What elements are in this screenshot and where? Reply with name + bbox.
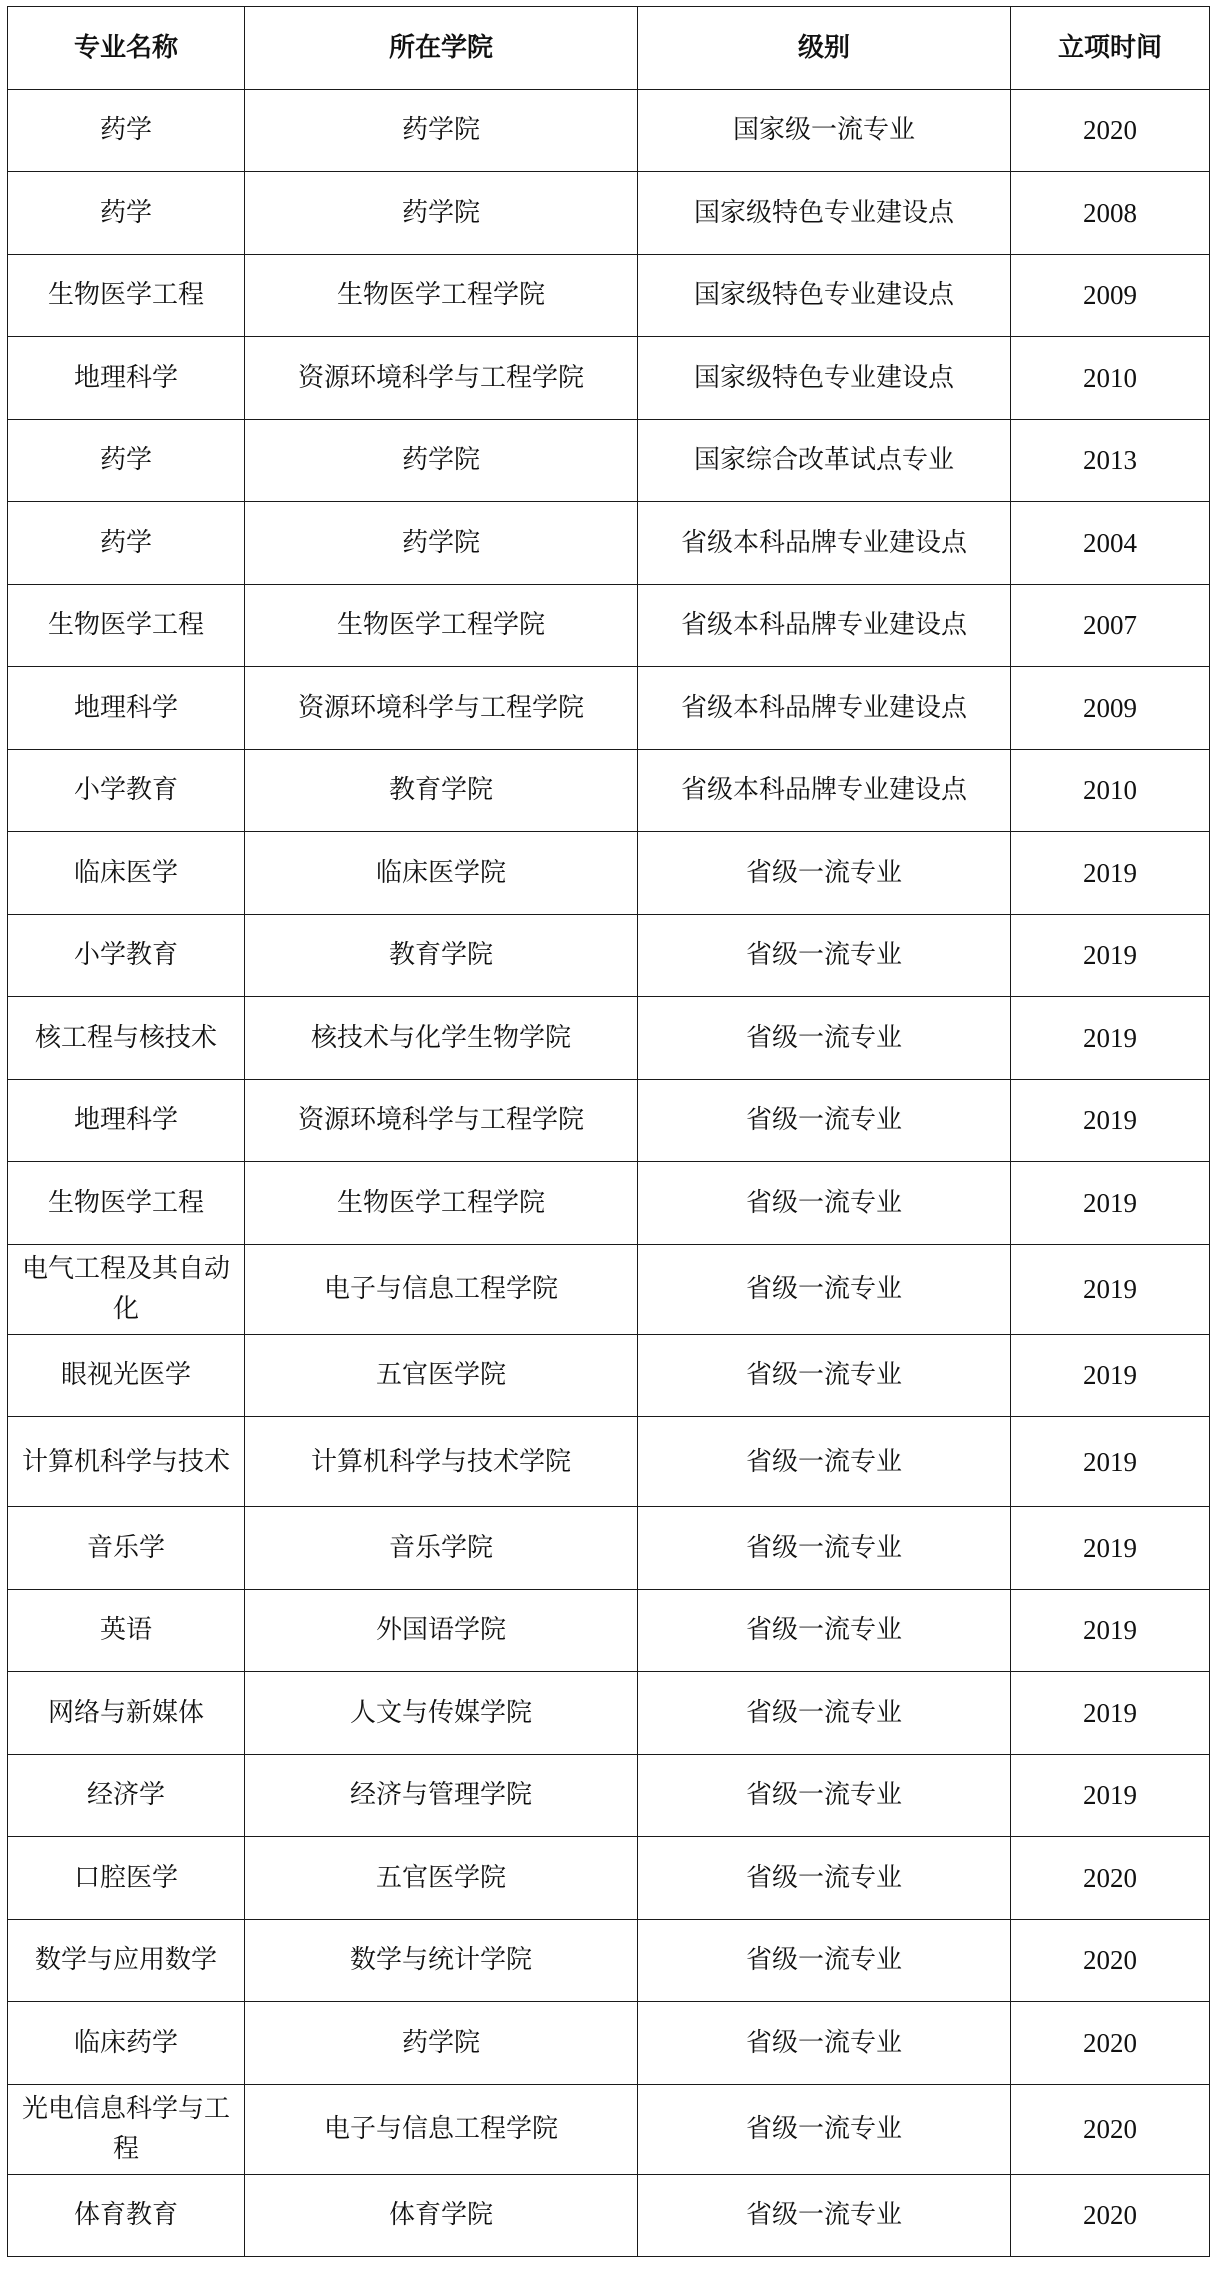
- cell-level: 国家级特色专业建设点: [638, 254, 1011, 337]
- cell-year: 2004: [1011, 502, 1210, 585]
- cell-year: 2019: [1011, 1162, 1210, 1245]
- cell-major: 口腔医学: [8, 1837, 245, 1920]
- cell-college: 药学院: [245, 89, 638, 172]
- cell-year: 2019: [1011, 1507, 1210, 1590]
- header-college: 所在学院: [245, 7, 638, 90]
- majors-table-container: [7, 6, 1209, 2257]
- table-row: [8, 502, 1210, 585]
- table-row: [8, 1162, 1210, 1245]
- cell-year: 2020: [1011, 2174, 1210, 2257]
- cell-year: 2009: [1011, 254, 1210, 337]
- cell-level: 省级一流专业: [638, 2002, 1011, 2085]
- cell-level: 国家级特色专业建设点: [638, 337, 1011, 420]
- cell-level: 省级一流专业: [638, 1162, 1011, 1245]
- cell-major: 眼视光医学: [8, 1334, 245, 1417]
- cell-college: 资源环境科学与工程学院: [245, 1079, 638, 1162]
- cell-college: 生物医学工程学院: [245, 1162, 638, 1245]
- cell-major: 计算机科学与技术: [8, 1417, 245, 1507]
- cell-major: 临床药学: [8, 2002, 245, 2085]
- cell-year: 2020: [1011, 89, 1210, 172]
- cell-level: 省级一流专业: [638, 1079, 1011, 1162]
- cell-year: 2019: [1011, 1417, 1210, 1507]
- cell-year: 2020: [1011, 1837, 1210, 1920]
- cell-level: 省级一流专业: [638, 1507, 1011, 1590]
- cell-college: 教育学院: [245, 914, 638, 997]
- cell-major: 药学: [8, 502, 245, 585]
- table-row: [8, 1919, 1210, 2002]
- table-row: [8, 1754, 1210, 1837]
- cell-college: 外国语学院: [245, 1589, 638, 1672]
- cell-level: 省级一流专业: [638, 832, 1011, 915]
- table-row: [8, 667, 1210, 750]
- table-row: [8, 997, 1210, 1080]
- cell-year: 2007: [1011, 584, 1210, 667]
- cell-major: 药学: [8, 89, 245, 172]
- cell-level: 省级一流专业: [638, 1334, 1011, 1417]
- cell-year: 2013: [1011, 419, 1210, 502]
- cell-college: 药学院: [245, 2002, 638, 2085]
- cell-major: 光电信息科学与工程: [8, 2084, 245, 2174]
- cell-major: 英语: [8, 1589, 245, 1672]
- cell-major: 经济学: [8, 1754, 245, 1837]
- cell-year: 2010: [1011, 749, 1210, 832]
- table-row: [8, 337, 1210, 420]
- cell-college: 经济与管理学院: [245, 1754, 638, 1837]
- table-row: [8, 1244, 1210, 1334]
- table-row: [8, 1334, 1210, 1417]
- cell-major: 小学教育: [8, 749, 245, 832]
- cell-college: 五官医学院: [245, 1837, 638, 1920]
- cell-level: 省级一流专业: [638, 2174, 1011, 2257]
- cell-college: 五官医学院: [245, 1334, 638, 1417]
- cell-major: 核工程与核技术: [8, 997, 245, 1080]
- cell-year: 2010: [1011, 337, 1210, 420]
- cell-college: 药学院: [245, 172, 638, 255]
- cell-major: 电气工程及其自动化: [8, 1244, 245, 1334]
- cell-major: 地理科学: [8, 1079, 245, 1162]
- table-row: [8, 2084, 1210, 2174]
- cell-year: 2019: [1011, 997, 1210, 1080]
- table-row: [8, 419, 1210, 502]
- table-row: [8, 832, 1210, 915]
- cell-college: 生物医学工程学院: [245, 254, 638, 337]
- cell-year: 2019: [1011, 914, 1210, 997]
- cell-level: 省级本科品牌专业建设点: [638, 502, 1011, 585]
- cell-college: 电子与信息工程学院: [245, 2084, 638, 2174]
- table-row: [8, 254, 1210, 337]
- cell-college: 临床医学院: [245, 832, 638, 915]
- cell-year: 2020: [1011, 1919, 1210, 2002]
- table-row: [8, 584, 1210, 667]
- table-row: [8, 2002, 1210, 2085]
- cell-year: 2019: [1011, 1079, 1210, 1162]
- cell-college: 资源环境科学与工程学院: [245, 337, 638, 420]
- cell-level: 省级一流专业: [638, 914, 1011, 997]
- cell-major: 网络与新媒体: [8, 1672, 245, 1755]
- cell-level: 省级一流专业: [638, 1837, 1011, 1920]
- cell-year: 2019: [1011, 1244, 1210, 1334]
- cell-major: 生物医学工程: [8, 254, 245, 337]
- cell-college: 电子与信息工程学院: [245, 1244, 638, 1334]
- cell-major: 生物医学工程: [8, 1162, 245, 1245]
- table-row: [8, 1417, 1210, 1507]
- cell-level: 国家综合改革试点专业: [638, 419, 1011, 502]
- table-row: [8, 1507, 1210, 1590]
- majors-table: [7, 6, 1210, 2257]
- cell-year: 2020: [1011, 2084, 1210, 2174]
- table-body: [8, 89, 1210, 2257]
- cell-year: 2019: [1011, 1334, 1210, 1417]
- cell-level: 省级一流专业: [638, 1919, 1011, 2002]
- cell-level: 省级一流专业: [638, 1589, 1011, 1672]
- cell-major: 临床医学: [8, 832, 245, 915]
- cell-college: 教育学院: [245, 749, 638, 832]
- cell-college: 资源环境科学与工程学院: [245, 667, 638, 750]
- table-row: [8, 749, 1210, 832]
- table-header-row: [8, 7, 1210, 90]
- cell-level: 省级一流专业: [638, 2084, 1011, 2174]
- cell-major: 地理科学: [8, 337, 245, 420]
- cell-level: 省级一流专业: [638, 1672, 1011, 1755]
- cell-college: 药学院: [245, 502, 638, 585]
- cell-college: 体育学院: [245, 2174, 638, 2257]
- cell-college: 计算机科学与技术学院: [245, 1417, 638, 1507]
- header-level: 级别: [638, 7, 1011, 90]
- cell-level: 国家级特色专业建设点: [638, 172, 1011, 255]
- cell-level: 省级一流专业: [638, 997, 1011, 1080]
- header-year: 立项时间: [1011, 7, 1210, 90]
- cell-college: 核技术与化学生物学院: [245, 997, 638, 1080]
- cell-level: 国家级一流专业: [638, 89, 1011, 172]
- cell-year: 2008: [1011, 172, 1210, 255]
- cell-year: 2009: [1011, 667, 1210, 750]
- cell-college: 生物医学工程学院: [245, 584, 638, 667]
- cell-major: 小学教育: [8, 914, 245, 997]
- cell-major: 药学: [8, 172, 245, 255]
- table-row: [8, 1672, 1210, 1755]
- cell-college: 数学与统计学院: [245, 1919, 638, 2002]
- cell-year: 2019: [1011, 1672, 1210, 1755]
- cell-major: 药学: [8, 419, 245, 502]
- cell-major: 音乐学: [8, 1507, 245, 1590]
- table-row: [8, 914, 1210, 997]
- cell-level: 省级一流专业: [638, 1754, 1011, 1837]
- header-major: 专业名称: [8, 7, 245, 90]
- cell-year: 2019: [1011, 1589, 1210, 1672]
- cell-year: 2019: [1011, 1754, 1210, 1837]
- cell-major: 体育教育: [8, 2174, 245, 2257]
- cell-year: 2020: [1011, 2002, 1210, 2085]
- cell-college: 药学院: [245, 419, 638, 502]
- cell-level: 省级本科品牌专业建设点: [638, 584, 1011, 667]
- cell-year: 2019: [1011, 832, 1210, 915]
- cell-college: 音乐学院: [245, 1507, 638, 1590]
- table-row: [8, 1589, 1210, 1672]
- table-row: [8, 1079, 1210, 1162]
- cell-level: 省级一流专业: [638, 1244, 1011, 1334]
- cell-college: 人文与传媒学院: [245, 1672, 638, 1755]
- cell-level: 省级本科品牌专业建设点: [638, 667, 1011, 750]
- table-row: [8, 172, 1210, 255]
- table-row: [8, 2174, 1210, 2257]
- cell-level: 省级本科品牌专业建设点: [638, 749, 1011, 832]
- cell-major: 生物医学工程: [8, 584, 245, 667]
- table-row: [8, 89, 1210, 172]
- table-row: [8, 1837, 1210, 1920]
- cell-major: 地理科学: [8, 667, 245, 750]
- cell-level: 省级一流专业: [638, 1417, 1011, 1507]
- cell-major: 数学与应用数学: [8, 1919, 245, 2002]
